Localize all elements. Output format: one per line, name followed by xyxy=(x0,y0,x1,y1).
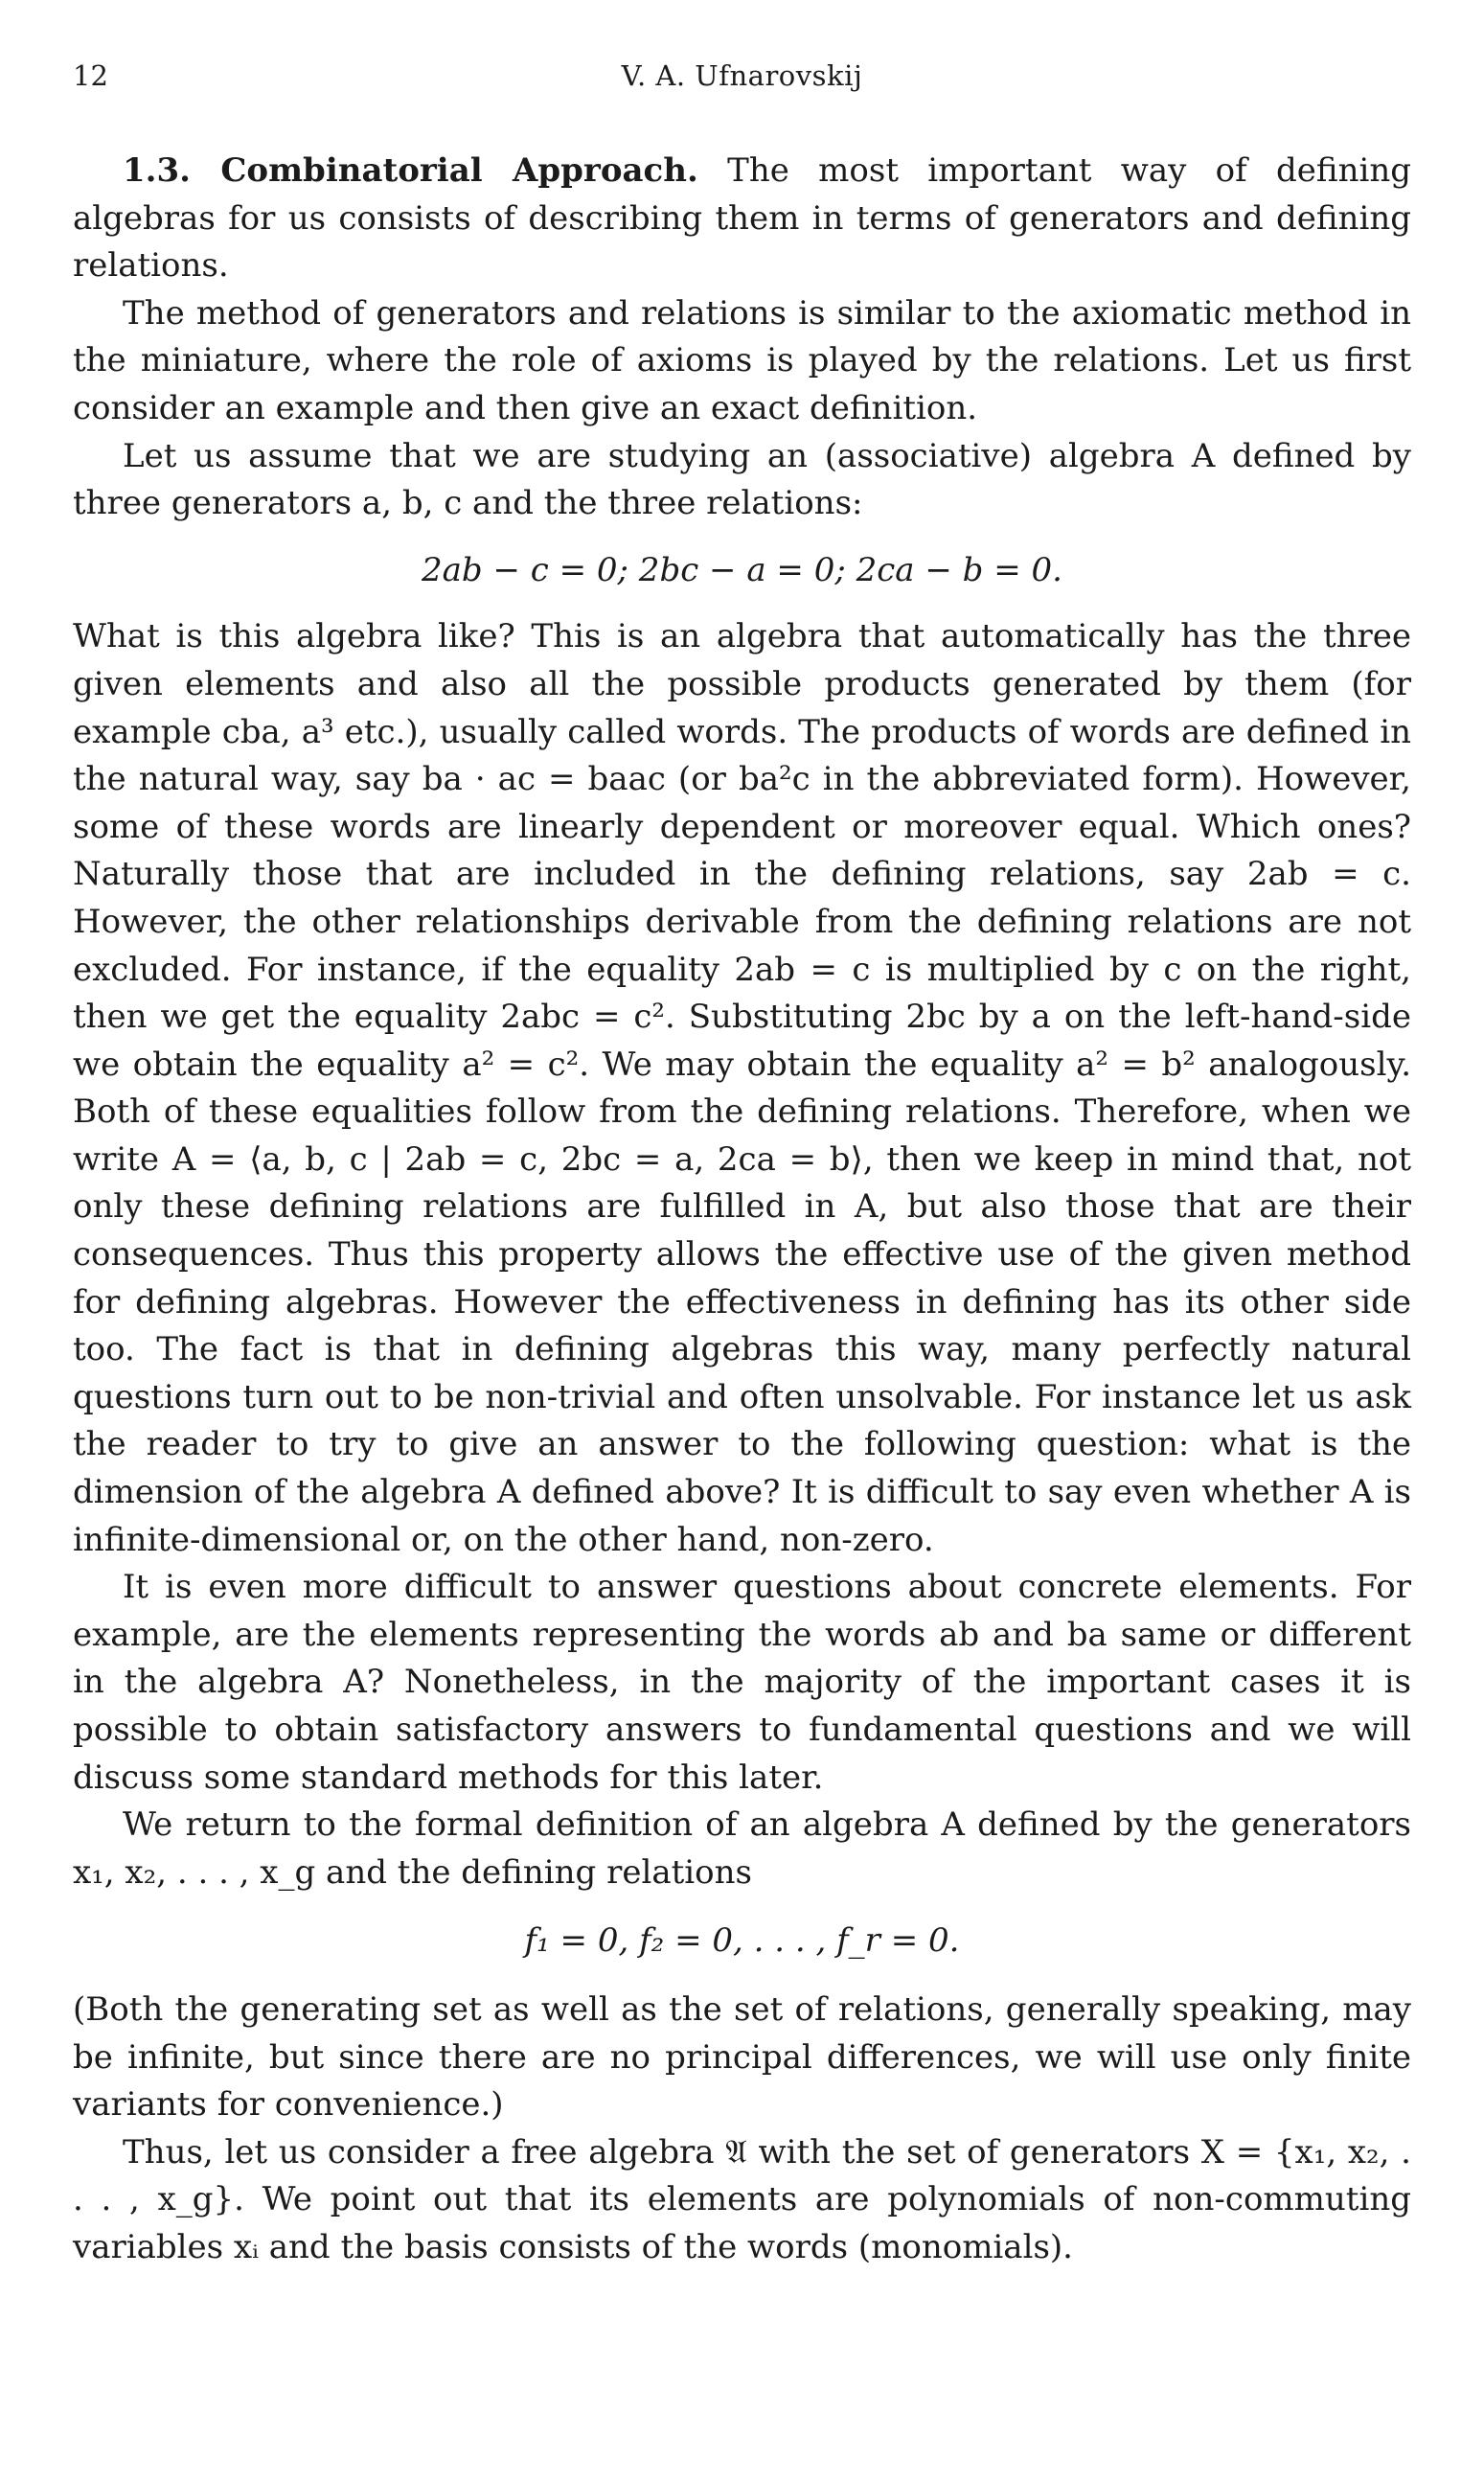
paragraph-infinite-note: (Both the generating set as well as the set of relations, generally speaking, may be infinite, but since there are no principal differences, we will use only finite variants for convenience.) xyxy=(73,1989,1411,2125)
paragraph-method: The method of generators and relations is similar to the axiomatic method in the miniature, where the role of axioms is played by the relations. Let us first consider an example and then give an exact definition. xyxy=(73,293,1411,427)
paragraph-free-algebra: Thus, let us consider a free algebra 𝔄 with the set of generators X = {x₁, x₂, . . . , x_g}. We point out that its elements are polynomials of non-commuting variables xᵢ and the basis consists of the words (monomials). xyxy=(73,2132,1411,2266)
page-body xyxy=(73,148,1411,2272)
paragraph-example: Let us assume that we are studying an (associative) algebra A defined by three generators a, b, c and the three relations: xyxy=(73,436,1411,523)
running-head: V. A. Ufnarovskij xyxy=(621,59,863,92)
page-header xyxy=(73,59,1411,107)
page-number: 12 xyxy=(73,59,108,92)
paragraph-concrete-elements: It is even more difficult to answer questions about concrete elements. For example, are the elements representing the words ab and ba same or different in the algebra A? Nonetheless, in the majority of the important cases it is possible to obtain satisfactory answers to fundamental questions and we will discuss some standard methods for this later. xyxy=(73,1568,1411,1797)
paragraph-formal-definition: We return to the formal definition of an algebra A defined by the generators x₁, x₂, . . . , x_g and the defining relations xyxy=(73,1805,1411,1892)
equation-defining-relations: f₁ = 0, f₂ = 0, . . . , f_r = 0. xyxy=(524,1921,960,1961)
paragraph-discussion: What is this algebra like? This is an algebra that automatically has the three given elements and also all the possible products generated by them (for example cba, a³ etc.), usually called words. The products of words are defined in the natural way, say ba · ac = baac (or ba²c in the abbreviated form). However, some of these words are linearly dependent or moreover equal. Which ones? Naturally those that are included in the defining relations, say 2ab = c. However, the other relationships derivable from the defining relations are not excluded. For instance, if the equality 2ab = c is multiplied by c on the right, then we get the equality 2abc = c². Substituting 2bc by a on the left-hand-side we obtain the equality a² = c². We may obtain the equality a² = b² analogously. Both of these equalities follow from the defining relations. Therefore, when we write A = ⟨a, b, c | 2ab = c, 2bc = a, 2ca = b⟩, then we keep in mind that, not only these defining relations are fulfilled in A, but also those that are their consequences. Thus this property allows the effective use of the given method for defining algebras. However the effectiveness in defining has its other side too. The fact is that in defining algebras this way, many perfectly natural questions turn out to be non-trivial and often unsolvable. For instance let us ask the reader to try to give an answer to the following question: what is the dimension of the algebra A defined above? It is difficult to say even whether A is infinite-dimensional or, on the other hand, non-zero. xyxy=(73,617,1411,1559)
section-title: 1.3. Combinatorial Approach. xyxy=(123,151,698,190)
paragraph-intro xyxy=(73,148,1411,290)
equation-relations: 2ab − c = 0; 2bc − a = 0; 2ca − b = 0. xyxy=(422,550,1062,589)
paragraph-intro-text: The most important way of defining algebras for us consists of describing them in terms of generators and defining relations. xyxy=(73,151,1411,286)
